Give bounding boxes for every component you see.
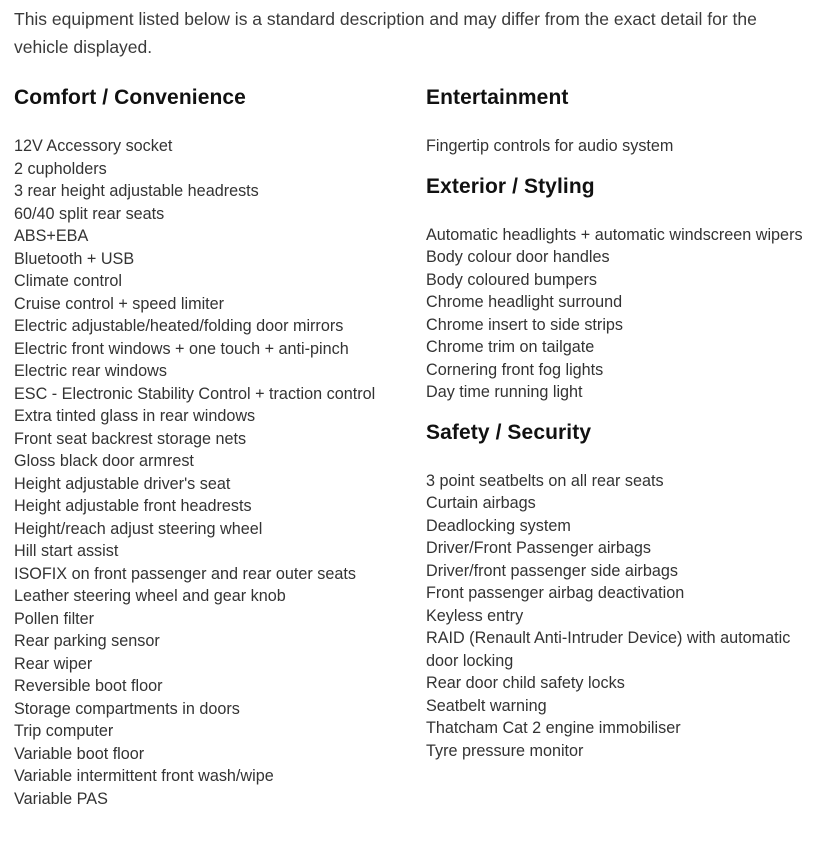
equipment-item: Chrome insert to side strips — [426, 315, 624, 334]
equipment-item: Pollen filter — [14, 609, 95, 628]
equipment-item: ABS+EBA — [14, 227, 89, 245]
equipment-item: Automatic headlights + automatic windscreen wipers — [426, 225, 803, 244]
equipment-item: Reversible boot floor — [14, 677, 163, 695]
equipment-item: 12V Accessory socket — [14, 137, 173, 155]
equipment-column-right — [426, 84, 806, 762]
equipment-item: Cruise control + speed limiter — [14, 294, 225, 313]
equipment-item: Curtain airbags — [426, 494, 536, 512]
equipment-list — [426, 135, 806, 158]
equipment-item: 60/40 split rear seats — [14, 204, 165, 223]
equipment-item: Front seat backrest storage nets — [14, 429, 247, 448]
equipment-item: Variable PAS — [14, 789, 108, 808]
disclaimer-text: This equipment listed below is a standard description and may differ from the exact detail for the vehicle displayed. — [14, 9, 757, 57]
equipment-item: Variable intermittent front wash/wipe — [14, 767, 274, 785]
equipment-item: Thatcham Cat 2 engine immobiliser — [426, 719, 681, 737]
equipment-item: Storage compartments in doors — [14, 699, 240, 718]
equipment-item: Extra tinted glass in rear windows — [14, 407, 256, 425]
section-title: Exterior / Styling — [426, 174, 595, 198]
equipment-list — [426, 224, 806, 404]
equipment-item: Height adjustable front headrests — [14, 497, 252, 515]
equipment-item: Gloss black door armrest — [14, 452, 194, 470]
section-title: Entertainment — [426, 86, 569, 109]
equipment-item: Bluetooth + USB — [14, 249, 135, 268]
equipment-item: Day time running light — [426, 383, 583, 401]
equipment-item: Cornering front fog lights — [426, 360, 604, 379]
equipment-item: Trip computer — [14, 722, 114, 740]
equipment-column-left — [14, 84, 409, 810]
equipment-item: Rear parking sensor — [14, 632, 160, 650]
equipment-item: Rear door child safety locks — [426, 674, 625, 692]
equipment-item: Leather steering wheel and gear knob — [14, 587, 286, 605]
equipment-item: Height/reach adjust steering wheel — [14, 519, 263, 538]
equipment-item: Front passenger airbag deactivation — [426, 584, 685, 602]
section-exterior-styling — [426, 173, 806, 404]
equipment-item: Electric rear windows — [14, 362, 167, 380]
equipment-item: Tyre pressure monitor — [426, 741, 584, 760]
section-title: Safety / Security — [426, 420, 592, 444]
equipment-item: 3 point seatbelts on all rear seats — [426, 471, 664, 490]
section-entertainment — [426, 84, 806, 158]
equipment-item: Deadlocking system — [426, 516, 571, 535]
equipment-item: Chrome trim on tailgate — [426, 338, 595, 356]
equipment-item: Body colour door handles — [426, 248, 610, 266]
equipment-item: 3 rear height adjustable headrests — [14, 182, 259, 200]
equipment-item: Rear wiper — [14, 654, 93, 673]
equipment-item: Fingertip controls for audio system — [426, 137, 674, 155]
equipment-item: Driver/front passenger side airbags — [426, 561, 678, 580]
equipment-item: ISOFIX on front passenger and rear outer seats — [14, 564, 356, 583]
equipment-item: Driver/Front Passenger airbags — [426, 539, 651, 557]
equipment-item: Variable boot floor — [14, 744, 145, 763]
equipment-item: ESC - Electronic Stability Control + traction control — [14, 384, 376, 403]
equipment-item: Body coloured bumpers — [426, 270, 597, 289]
equipment-item: Seatbelt warning — [426, 696, 547, 715]
equipment-item: Climate control — [14, 272, 122, 290]
equipment-item: Hill start assist — [14, 542, 119, 560]
equipment-item: Chrome headlight surround — [426, 293, 623, 311]
equipment-item: RAID (Renault Anti-Intruder Device) with automatic door locking — [426, 629, 791, 670]
equipment-item: Electric front windows + one touch + anti-pinch — [14, 339, 349, 358]
equipment-item: 2 cupholders — [14, 159, 107, 178]
section-safety-security — [426, 419, 806, 763]
equipment-list — [426, 470, 806, 763]
section-comfort-convenience — [14, 84, 409, 810]
equipment-item: Height adjustable driver's seat — [14, 474, 231, 493]
equipment-item: Electric adjustable/heated/folding door mirrors — [14, 317, 344, 335]
equipment-item: Keyless entry — [426, 606, 524, 625]
equipment-list — [14, 135, 409, 810]
section-title: Comfort / Convenience — [14, 86, 246, 109]
